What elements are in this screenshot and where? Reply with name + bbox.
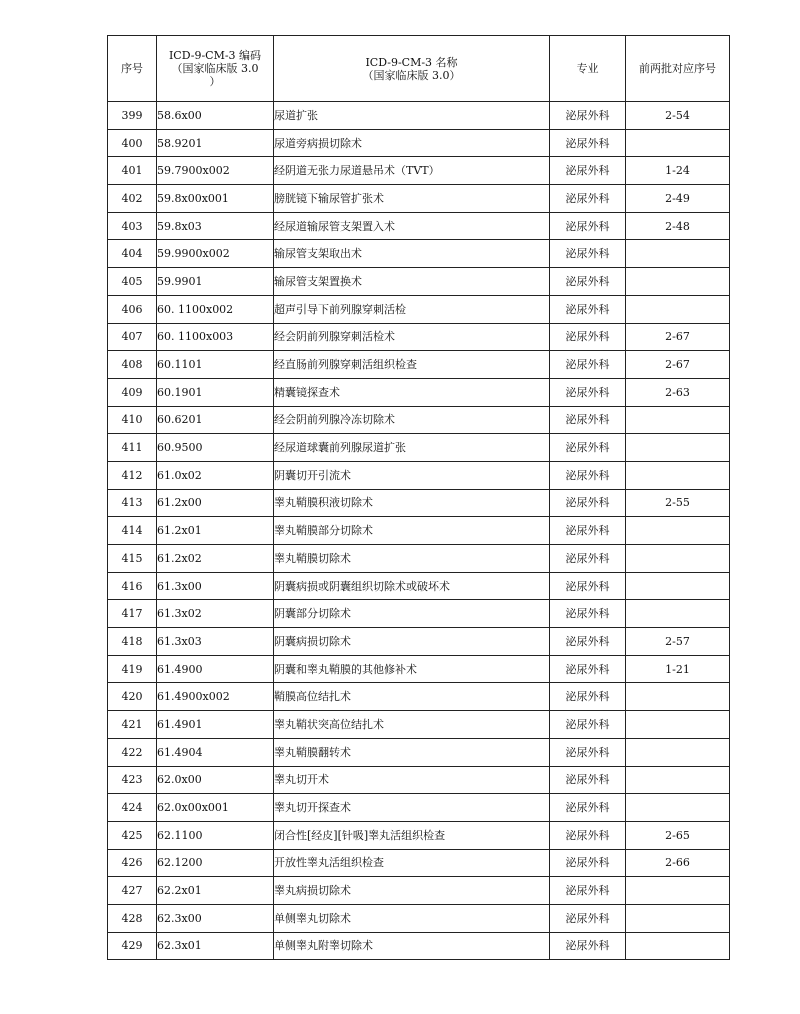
header-name xyxy=(274,36,550,102)
cell-no: 428 xyxy=(108,904,157,932)
cell-specialty: 泌尿外科 xyxy=(550,849,626,877)
cell-specialty: 泌尿外科 xyxy=(550,932,626,960)
cell-code: 58.6x00 xyxy=(157,102,274,130)
cell-specialty: 泌尿外科 xyxy=(550,406,626,434)
cell-ref xyxy=(626,295,730,323)
cell-specialty: 泌尿外科 xyxy=(550,821,626,849)
header-no: 序号 xyxy=(108,36,157,102)
table-row xyxy=(108,904,730,932)
cell-name: 精囊镜探查术 xyxy=(274,378,550,406)
cell-ref: 1-21 xyxy=(626,655,730,683)
table-row xyxy=(108,129,730,157)
cell-specialty: 泌尿外科 xyxy=(550,268,626,296)
cell-no: 415 xyxy=(108,545,157,573)
header-name-line2: （国家临床版 3.0） xyxy=(362,68,461,82)
header-name-line1: ICD-9-CM-3 名称 xyxy=(365,55,458,69)
table-row xyxy=(108,268,730,296)
cell-name: 睾丸切开术 xyxy=(274,766,550,794)
cell-specialty: 泌尿外科 xyxy=(550,628,626,656)
cell-ref xyxy=(626,434,730,462)
cell-no: 423 xyxy=(108,766,157,794)
cell-name: 阴囊和睾丸鞘膜的其他修补术 xyxy=(274,655,550,683)
cell-ref xyxy=(626,738,730,766)
cell-specialty: 泌尿外科 xyxy=(550,517,626,545)
cell-ref xyxy=(626,600,730,628)
cell-no: 401 xyxy=(108,157,157,185)
header-code-line2: （国家临床版 3.0 xyxy=(171,62,259,75)
cell-no: 403 xyxy=(108,212,157,240)
cell-no: 404 xyxy=(108,240,157,268)
cell-no: 419 xyxy=(108,655,157,683)
cell-ref xyxy=(626,517,730,545)
cell-specialty: 泌尿外科 xyxy=(550,794,626,822)
cell-code: 62.1200 xyxy=(157,849,274,877)
cell-no: 400 xyxy=(108,129,157,157)
table-row xyxy=(108,794,730,822)
table-header xyxy=(108,36,730,102)
cell-code: 60.9500 xyxy=(157,434,274,462)
cell-no: 402 xyxy=(108,185,157,213)
cell-name: 睾丸鞘膜部分切除术 xyxy=(274,517,550,545)
cell-name: 单侧睾丸附睾切除术 xyxy=(274,932,550,960)
cell-ref: 2-57 xyxy=(626,628,730,656)
cell-specialty: 泌尿外科 xyxy=(550,711,626,739)
cell-name: 尿道扩张 xyxy=(274,102,550,130)
cell-ref xyxy=(626,683,730,711)
cell-name: 经直肠前列腺穿刺活组织检查 xyxy=(274,351,550,379)
cell-code: 61.0x02 xyxy=(157,461,274,489)
cell-name: 经会阴前列腺冷冻切除术 xyxy=(274,406,550,434)
cell-code: 62.0x00x001 xyxy=(157,794,274,822)
cell-no: 409 xyxy=(108,378,157,406)
cell-code: 61.4900 xyxy=(157,655,274,683)
cell-code: 59.9901 xyxy=(157,268,274,296)
header-code xyxy=(157,36,274,102)
cell-name: 经尿道球囊前列腺尿道扩张 xyxy=(274,434,550,462)
cell-code: 61.3x02 xyxy=(157,600,274,628)
cell-code: 60.6201 xyxy=(157,406,274,434)
cell-specialty: 泌尿外科 xyxy=(550,738,626,766)
table-row xyxy=(108,600,730,628)
table-row xyxy=(108,821,730,849)
cell-no: 429 xyxy=(108,932,157,960)
cell-name: 单侧睾丸切除术 xyxy=(274,904,550,932)
cell-specialty: 泌尿外科 xyxy=(550,102,626,130)
cell-ref xyxy=(626,766,730,794)
cell-ref xyxy=(626,877,730,905)
cell-code: 61.2x00 xyxy=(157,489,274,517)
cell-ref xyxy=(626,794,730,822)
cell-no: 421 xyxy=(108,711,157,739)
cell-name: 阴囊部分切除术 xyxy=(274,600,550,628)
cell-name: 阴囊病损或阴囊组织切除术或破坏术 xyxy=(274,572,550,600)
table-row xyxy=(108,545,730,573)
cell-name: 输尿管支架取出术 xyxy=(274,240,550,268)
cell-no: 424 xyxy=(108,794,157,822)
cell-code: 60. 1100x002 xyxy=(157,295,274,323)
cell-ref xyxy=(626,904,730,932)
cell-no: 405 xyxy=(108,268,157,296)
cell-ref xyxy=(626,711,730,739)
cell-specialty: 泌尿外科 xyxy=(550,572,626,600)
cell-specialty: 泌尿外科 xyxy=(550,295,626,323)
table-row xyxy=(108,351,730,379)
cell-ref xyxy=(626,129,730,157)
table-row xyxy=(108,295,730,323)
cell-code: 59.7900x002 xyxy=(157,157,274,185)
cell-no: 414 xyxy=(108,517,157,545)
cell-code: 62.2x01 xyxy=(157,877,274,905)
cell-no: 426 xyxy=(108,849,157,877)
table-row xyxy=(108,378,730,406)
cell-code: 62.1100 xyxy=(157,821,274,849)
cell-ref: 2-55 xyxy=(626,489,730,517)
cell-ref: 2-67 xyxy=(626,323,730,351)
cell-no: 406 xyxy=(108,295,157,323)
table-row xyxy=(108,683,730,711)
cell-code: 58.9201 xyxy=(157,129,274,157)
cell-ref xyxy=(626,572,730,600)
cell-no: 420 xyxy=(108,683,157,711)
table-row xyxy=(108,766,730,794)
cell-ref xyxy=(626,545,730,573)
cell-name: 阴囊病损切除术 xyxy=(274,628,550,656)
cell-specialty: 泌尿外科 xyxy=(550,600,626,628)
table-row xyxy=(108,572,730,600)
cell-code: 60.1101 xyxy=(157,351,274,379)
cell-name: 经尿道输尿管支架置入术 xyxy=(274,212,550,240)
cell-ref: 2-63 xyxy=(626,378,730,406)
cell-ref: 2-65 xyxy=(626,821,730,849)
header-code-line3: ） xyxy=(209,75,221,88)
cell-ref: 1-24 xyxy=(626,157,730,185)
cell-specialty: 泌尿外科 xyxy=(550,212,626,240)
table-row xyxy=(108,877,730,905)
cell-no: 412 xyxy=(108,461,157,489)
cell-ref xyxy=(626,461,730,489)
table-row xyxy=(108,240,730,268)
cell-code: 59.8x03 xyxy=(157,212,274,240)
cell-no: 399 xyxy=(108,102,157,130)
cell-name: 睾丸病损切除术 xyxy=(274,877,550,905)
table-row xyxy=(108,461,730,489)
cell-no: 417 xyxy=(108,600,157,628)
cell-code: 62.3x00 xyxy=(157,904,274,932)
table-row xyxy=(108,212,730,240)
cell-ref: 2-49 xyxy=(626,185,730,213)
table-body xyxy=(108,102,730,960)
cell-ref xyxy=(626,268,730,296)
cell-name: 阴囊切开引流术 xyxy=(274,461,550,489)
cell-no: 427 xyxy=(108,877,157,905)
cell-code: 61.2x02 xyxy=(157,545,274,573)
cell-name: 睾丸鞘膜切除术 xyxy=(274,545,550,573)
cell-code: 61.4901 xyxy=(157,711,274,739)
cell-code: 59.9900x002 xyxy=(157,240,274,268)
header-specialty: 专业 xyxy=(550,36,626,102)
cell-specialty: 泌尿外科 xyxy=(550,877,626,905)
cell-no: 407 xyxy=(108,323,157,351)
header-code-line1: ICD-9-CM-3 编码 xyxy=(168,49,262,62)
cell-no: 411 xyxy=(108,434,157,462)
cell-specialty: 泌尿外科 xyxy=(550,157,626,185)
cell-name: 尿道旁病损切除术 xyxy=(274,129,550,157)
table-row xyxy=(108,157,730,185)
cell-code: 59.8x00x001 xyxy=(157,185,274,213)
table-row xyxy=(108,711,730,739)
cell-name: 膀胱镜下输尿管扩张术 xyxy=(274,185,550,213)
cell-name: 开放性睾丸活组织检查 xyxy=(274,849,550,877)
cell-no: 418 xyxy=(108,628,157,656)
table-row xyxy=(108,655,730,683)
cell-specialty: 泌尿外科 xyxy=(550,655,626,683)
table-row xyxy=(108,517,730,545)
cell-name: 经阴道无张力尿道悬吊术（TVT） xyxy=(274,157,550,185)
cell-specialty: 泌尿外科 xyxy=(550,434,626,462)
cell-no: 422 xyxy=(108,738,157,766)
cell-name: 睾丸鞘膜积液切除术 xyxy=(274,489,550,517)
cell-specialty: 泌尿外科 xyxy=(550,545,626,573)
cell-ref: 2-66 xyxy=(626,849,730,877)
table-row xyxy=(108,434,730,462)
cell-code: 61.4900x002 xyxy=(157,683,274,711)
cell-ref xyxy=(626,932,730,960)
table-row xyxy=(108,323,730,351)
procedure-table xyxy=(107,35,730,960)
cell-name: 鞘膜高位结扎术 xyxy=(274,683,550,711)
cell-name: 睾丸切开探查术 xyxy=(274,794,550,822)
cell-no: 410 xyxy=(108,406,157,434)
cell-no: 413 xyxy=(108,489,157,517)
table-row xyxy=(108,406,730,434)
cell-name: 输尿管支架置换术 xyxy=(274,268,550,296)
table-row xyxy=(108,102,730,130)
cell-no: 408 xyxy=(108,351,157,379)
cell-specialty: 泌尿外科 xyxy=(550,683,626,711)
cell-name: 经会阴前列腺穿刺活检术 xyxy=(274,323,550,351)
cell-code: 62.0x00 xyxy=(157,766,274,794)
cell-ref xyxy=(626,240,730,268)
cell-specialty: 泌尿外科 xyxy=(550,461,626,489)
cell-name: 超声引导下前列腺穿刺活检 xyxy=(274,295,550,323)
cell-specialty: 泌尿外科 xyxy=(550,904,626,932)
cell-code: 62.3x01 xyxy=(157,932,274,960)
cell-specialty: 泌尿外科 xyxy=(550,378,626,406)
table-row xyxy=(108,185,730,213)
cell-ref: 2-48 xyxy=(626,212,730,240)
cell-specialty: 泌尿外科 xyxy=(550,185,626,213)
table-row xyxy=(108,849,730,877)
cell-specialty: 泌尿外科 xyxy=(550,240,626,268)
cell-name: 睾丸鞘膜翻转术 xyxy=(274,738,550,766)
table-row xyxy=(108,628,730,656)
cell-no: 425 xyxy=(108,821,157,849)
cell-code: 61.2x01 xyxy=(157,517,274,545)
cell-ref: 2-67 xyxy=(626,351,730,379)
cell-name: 闭合性[经皮][针吸]睾丸活组织检查 xyxy=(274,821,550,849)
cell-specialty: 泌尿外科 xyxy=(550,766,626,794)
header-ref: 前两批对应序号 xyxy=(626,36,730,102)
cell-specialty: 泌尿外科 xyxy=(550,351,626,379)
cell-ref xyxy=(626,406,730,434)
table-row xyxy=(108,738,730,766)
cell-name: 睾丸鞘状突高位结扎术 xyxy=(274,711,550,739)
cell-specialty: 泌尿外科 xyxy=(550,323,626,351)
cell-code: 61.3x03 xyxy=(157,628,274,656)
cell-code: 60.1901 xyxy=(157,378,274,406)
cell-code: 61.3x00 xyxy=(157,572,274,600)
table-row xyxy=(108,932,730,960)
cell-ref: 2-54 xyxy=(626,102,730,130)
cell-specialty: 泌尿外科 xyxy=(550,129,626,157)
cell-specialty: 泌尿外科 xyxy=(550,489,626,517)
cell-code: 60. 1100x003 xyxy=(157,323,274,351)
table-row xyxy=(108,489,730,517)
cell-code: 61.4904 xyxy=(157,738,274,766)
cell-no: 416 xyxy=(108,572,157,600)
